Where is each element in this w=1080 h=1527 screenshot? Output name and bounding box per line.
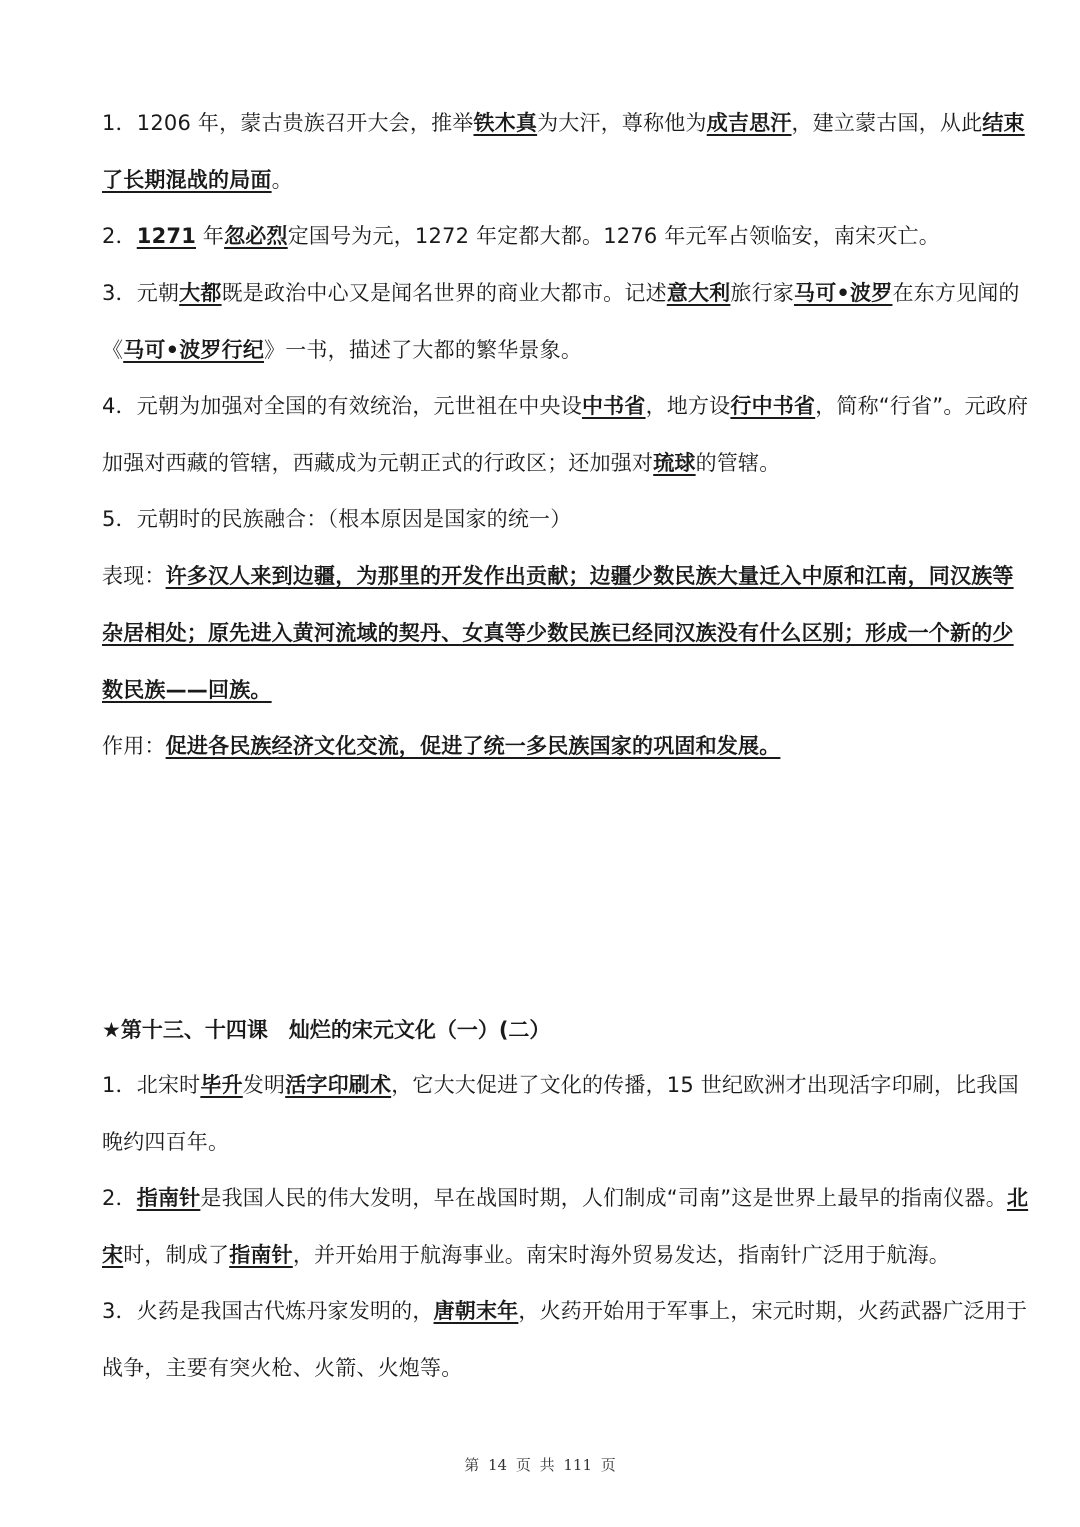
paragraph-1	[102, 95, 1032, 209]
paragraph-3	[102, 265, 1032, 379]
keyword: 忽必烈	[224, 224, 288, 248]
label: 表现：	[102, 564, 166, 588]
keyword: 大都	[179, 281, 222, 305]
paragraph-2	[102, 208, 1032, 265]
keyword: 马可•波罗行纪	[123, 338, 265, 362]
text: 时，制成了	[123, 1243, 230, 1267]
paragraph-6	[102, 548, 1032, 719]
text: 旅行家	[730, 281, 794, 305]
keyword: 意大利	[666, 281, 731, 305]
text: 是我国人民的伟大发明，早在战国时期，人们制成“司南”这是世界上最早的指南仪器。	[200, 1186, 1007, 1210]
text: 既是政治中心又是闻名世界的商业大都市。记述	[221, 281, 667, 305]
keyword: 唐朝末年	[433, 1299, 519, 1323]
paragraph-4	[102, 378, 1032, 492]
text: ，火药开始用于军事上，宋元时期，火药武器广泛用于战争，主要有突火枪、火箭、火炮等。	[102, 1299, 1028, 1380]
text: 5．元朝时的民族融合：（根本原因是国家的统一）	[102, 507, 572, 531]
keyword: 促进各民族经济文化交流，促进了统一多民族国家的巩固和发展。	[165, 734, 781, 758]
text: ，它大大促进了文化的传播，15 世纪欧洲才出现活字印刷，比我国晚约四百年。	[102, 1073, 1019, 1154]
text: 3．火药是我国古代炼丹家发明的，	[102, 1299, 434, 1323]
keyword: 许多汉人来到边疆，为那里的开发作出贡献；边疆少数民族大量迁入中原和江南，同汉族等杂居相处；原先进入黄河流域的契丹、女真等少数民族已经同汉族没有什么区别；形成一个新的少数民族——回族。	[102, 564, 1014, 702]
text: 1．1206 年，蒙古贵族召开大会，推举	[102, 111, 474, 135]
text: 定国号为元，1272 年定都大都。1276 年元军占领临安，南宋灭亡。	[287, 224, 940, 248]
text: ，地方设	[645, 394, 731, 418]
text: ，简称“行省”。元政府加强对西藏的管辖，西藏成为元朝正式的行政区；还加强对	[102, 394, 1029, 475]
text: 2．	[102, 1186, 137, 1210]
keyword: 成吉思汗	[706, 111, 792, 135]
page-number: 第 14 页 共 111 页	[464, 1456, 616, 1474]
keyword: 指南针	[229, 1243, 293, 1267]
keyword: 1271	[136, 224, 197, 248]
text: 》一书，描述了大都的繁华景象。	[264, 338, 583, 362]
keyword: 马可•波罗	[794, 281, 893, 305]
paragraph-10	[102, 1283, 1032, 1397]
text: 为大汗，尊称他为	[537, 111, 707, 135]
text: 1．北宋时	[102, 1073, 201, 1097]
text: 年	[196, 224, 225, 248]
keyword: 指南针	[136, 1186, 201, 1210]
label: 作用：	[102, 734, 166, 758]
keyword: 北宋	[102, 1186, 1029, 1267]
paragraph-8	[102, 1057, 1032, 1171]
text: 在东方见闻的《	[102, 281, 1020, 362]
paragraph-7	[102, 718, 1032, 775]
keyword: 毕升	[200, 1073, 243, 1097]
paragraph-9	[102, 1170, 1032, 1284]
keyword: 行中书省	[730, 394, 816, 418]
text: ，建立蒙古国，从此	[791, 111, 983, 135]
paragraph-5	[102, 491, 1032, 548]
section-heading: ★第十三、十四课 灿烂的宋元文化（一）(二）	[102, 1018, 551, 1042]
keyword: 结束了长期混战的局面	[102, 111, 1025, 192]
keyword: 中书省	[581, 394, 646, 418]
keyword: 铁木真	[473, 111, 538, 135]
text: 发明	[242, 1073, 286, 1097]
keyword: 活字印刷术	[285, 1073, 392, 1097]
text: 3．元朝	[102, 281, 180, 305]
text: ，并开始用于航海事业。南宋时海外贸易发达，指南针广泛用于航海。	[292, 1243, 951, 1267]
text: 。	[271, 168, 293, 192]
keyword: 琉球	[653, 451, 696, 475]
text: 4．元朝为加强对全国的有效统治，元世祖在中央设	[102, 394, 582, 418]
text: 的管辖。	[695, 451, 781, 475]
text: 2．	[102, 224, 137, 248]
